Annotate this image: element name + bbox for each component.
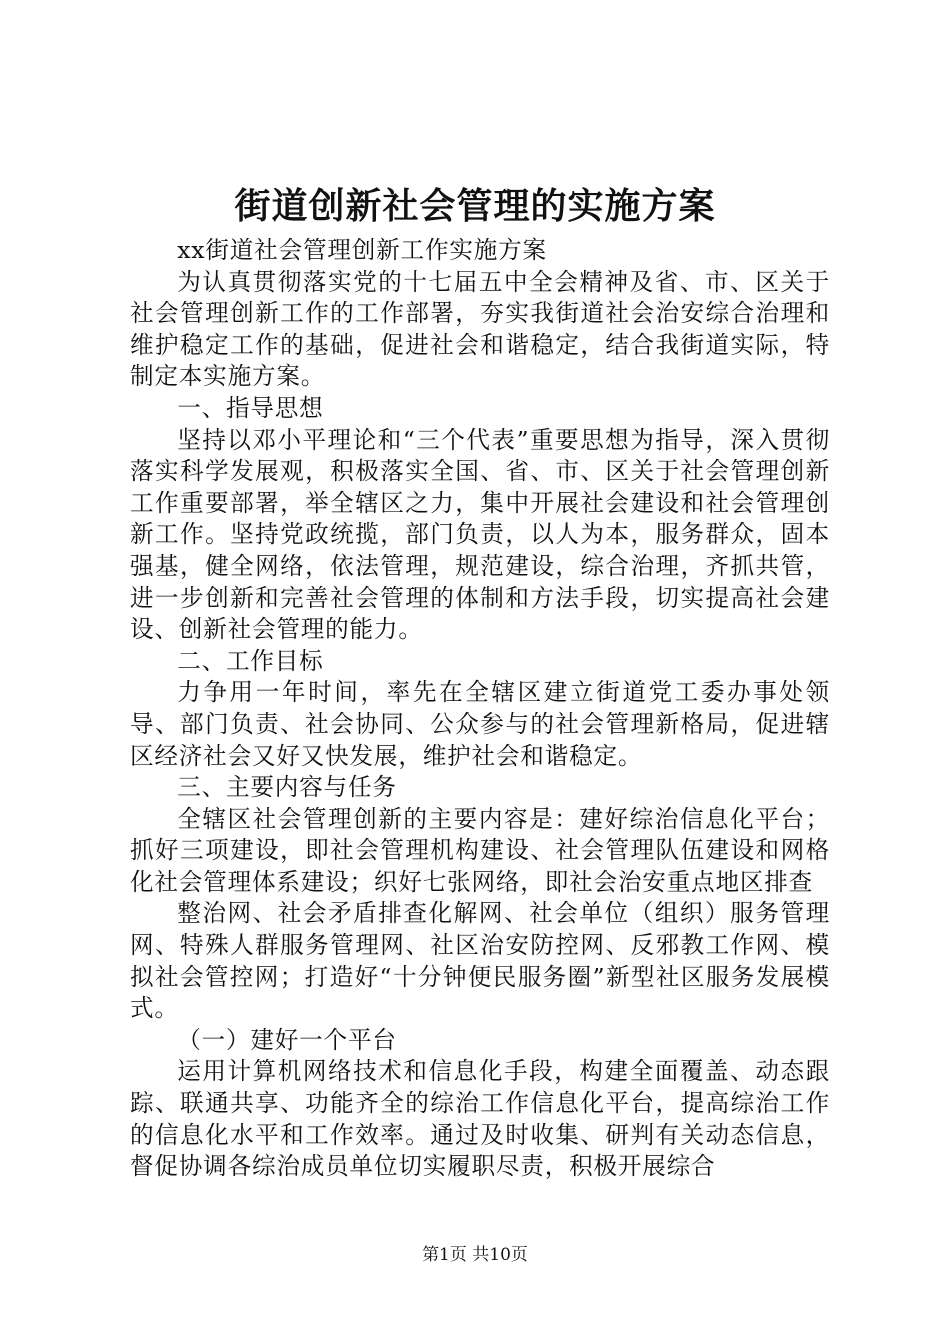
main-tasks-continued-paragraph: 整治网、社会矛盾排查化解网、社会单位（组织）服务管理网、特殊人群服务管理网、社区治安防控网、反邪教工作网、模拟社会管控网；打造好“十分钟便民服务圈”新型社区服务发展模式。 [130,899,830,1023]
platform-paragraph: 运用计算机网络技术和信息化手段，构建全面覆盖、动态跟踪、联通共享、功能齐全的综治工作信息化平台，提高综治工作的信息化水平和工作效率。通过及时收集、研判有关动态信息，督促协调各综治成员单位切实履职尽责，积极开展综合 [130,1057,830,1181]
document-title: 街道创新社会管理的实施方案 [234,185,716,227]
subtitle-paragraph: xx街道社会管理创新工作实施方案 [177,236,547,264]
section-heading-work-goals: 二、工作目标 [177,646,324,675]
guiding-thought-paragraph: 坚持以邓小平理论和“三个代表”重要思想为指导，深入贯彻落实科学发展观，积极落实全国、省、市、区关于社会管理创新工作重要部署，举全辖区之力，集中开展社会建设和社会管理创新工作。坚持党政统揽，部门负责，以人为本，服务群众，固本强基，健全网络，依法管理，规范建设，综合治理，齐抓共管，进一步创新和完善社会管理的体制和方法手段，切实提高社会建设、创新社会管理的能力。 [130,425,830,644]
document-body [130,235,830,1183]
page-footer: 第1页 共10页 [422,1245,528,1265]
intro-paragraph: 为认真贯彻落实党的十七届五中全会精神及省、市、区关于社会管理创新工作的工作部署，夯实我街道社会治安综合治理和维护稳定工作的基础，促进社会和谐稳定，结合我街道实际，特制定本实施方案。 [130,267,830,391]
main-tasks-paragraph: 全辖区社会管理创新的主要内容是：建好综治信息化平台；抓好三项建设，即社会管理机构建设、社会管理队伍建设和网格化社会管理体系建设；织好七张网络，即社会治安重点地区排查 [130,804,830,896]
work-goals-paragraph: 力争用一年时间，率先在全辖区建立街道党工委办事处领导、部门负责、社会协同、公众参与的社会管理新格局，促进辖区经济社会又好又快发展，维护社会和谐稳定。 [130,678,830,770]
section-heading-guiding-thought: 一、指导思想 [177,393,324,422]
section-heading-main-tasks: 三、主要内容与任务 [177,773,397,802]
subsection-heading-platform: （一）建好一个平台 [177,1025,397,1054]
